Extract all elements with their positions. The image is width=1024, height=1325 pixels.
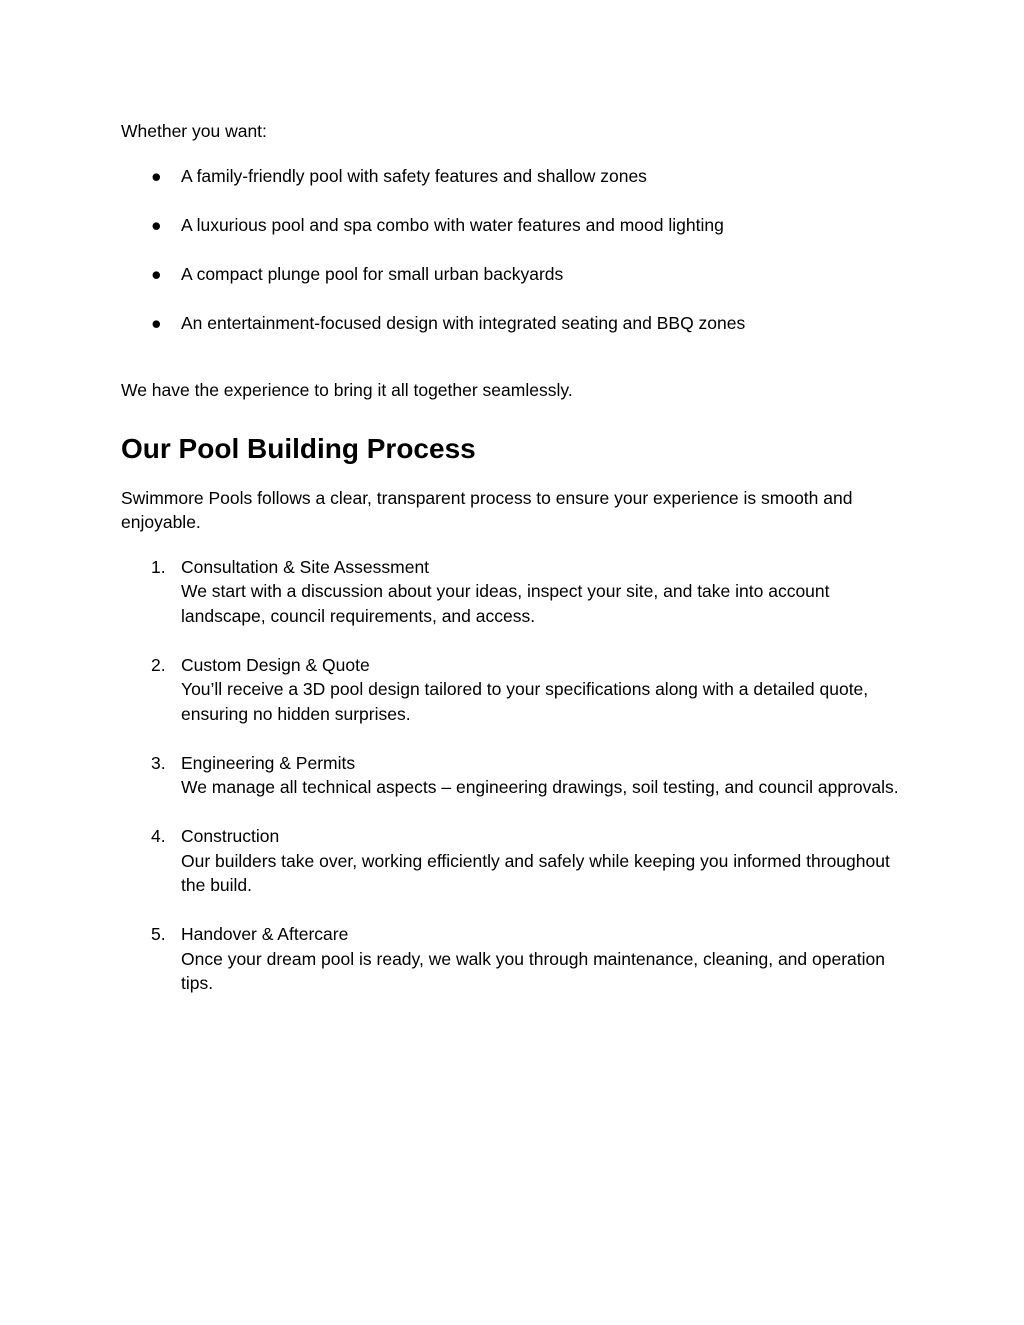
list-item-text: An entertainment-focused design with integrated seating and BBQ zones [181,312,746,333]
process-step [121,751,911,800]
section-intro-text: Swimmore Pools follows a clear, transparent process to ensure your experience is smooth and enjoyable. [121,487,853,532]
step-description: We manage all technical aspects – engineering drawings, soil testing, and council approvals. [181,777,899,797]
step-number: 5. [151,924,166,944]
intro-text: Whether you want: [121,121,267,141]
process-steps-list [121,555,911,996]
process-step [121,555,911,629]
document-page [121,119,911,996]
step-description: You’ll receive a 3D pool design tailored to your specifications along with a detailed quote, ensuring no hidden surprises. [181,679,869,724]
step-number: 3. [151,752,166,773]
step-description: Our builders take over, working efficiently and safely while keeping you informed throughout the build. [181,850,890,895]
pool-options-list [121,164,911,336]
process-step [121,922,911,996]
step-number: 2. [151,654,166,675]
list-item-text: A luxurious pool and spa combo with water features and mood lighting [181,214,724,235]
bullet-icon: ● [151,165,162,186]
bullet-icon: ● [151,312,162,333]
section-heading: Our Pool Building Process [121,432,476,464]
step-description: We start with a discussion about your ideas, inspect your site, and take into account landscape, council requirements, and access. [181,581,830,626]
bullet-icon: ● [151,214,162,235]
step-title: Consultation & Site Assessment [181,556,430,577]
process-step [121,653,911,727]
step-description: Once your dream pool is ready, we walk you through maintenance, cleaning, and operation tips. [181,948,885,993]
list-item [121,213,911,238]
list-item [121,262,911,287]
step-title: Engineering & Permits [181,752,356,773]
list-item-text: A family-friendly pool with safety features and shallow zones [181,165,647,186]
list-item-text: A compact plunge pool for small urban backyards [181,263,564,284]
step-title: Construction [181,826,280,846]
step-title: Handover & Aftercare [181,924,349,944]
closing-text: We have the experience to bring it all together seamlessly. [121,380,573,400]
step-number: 4. [151,826,166,846]
list-item [121,164,911,189]
step-number: 1. [151,556,166,577]
process-step [121,824,911,898]
bullet-icon: ● [151,263,162,284]
step-title: Custom Design & Quote [181,654,370,675]
list-item [121,311,911,336]
